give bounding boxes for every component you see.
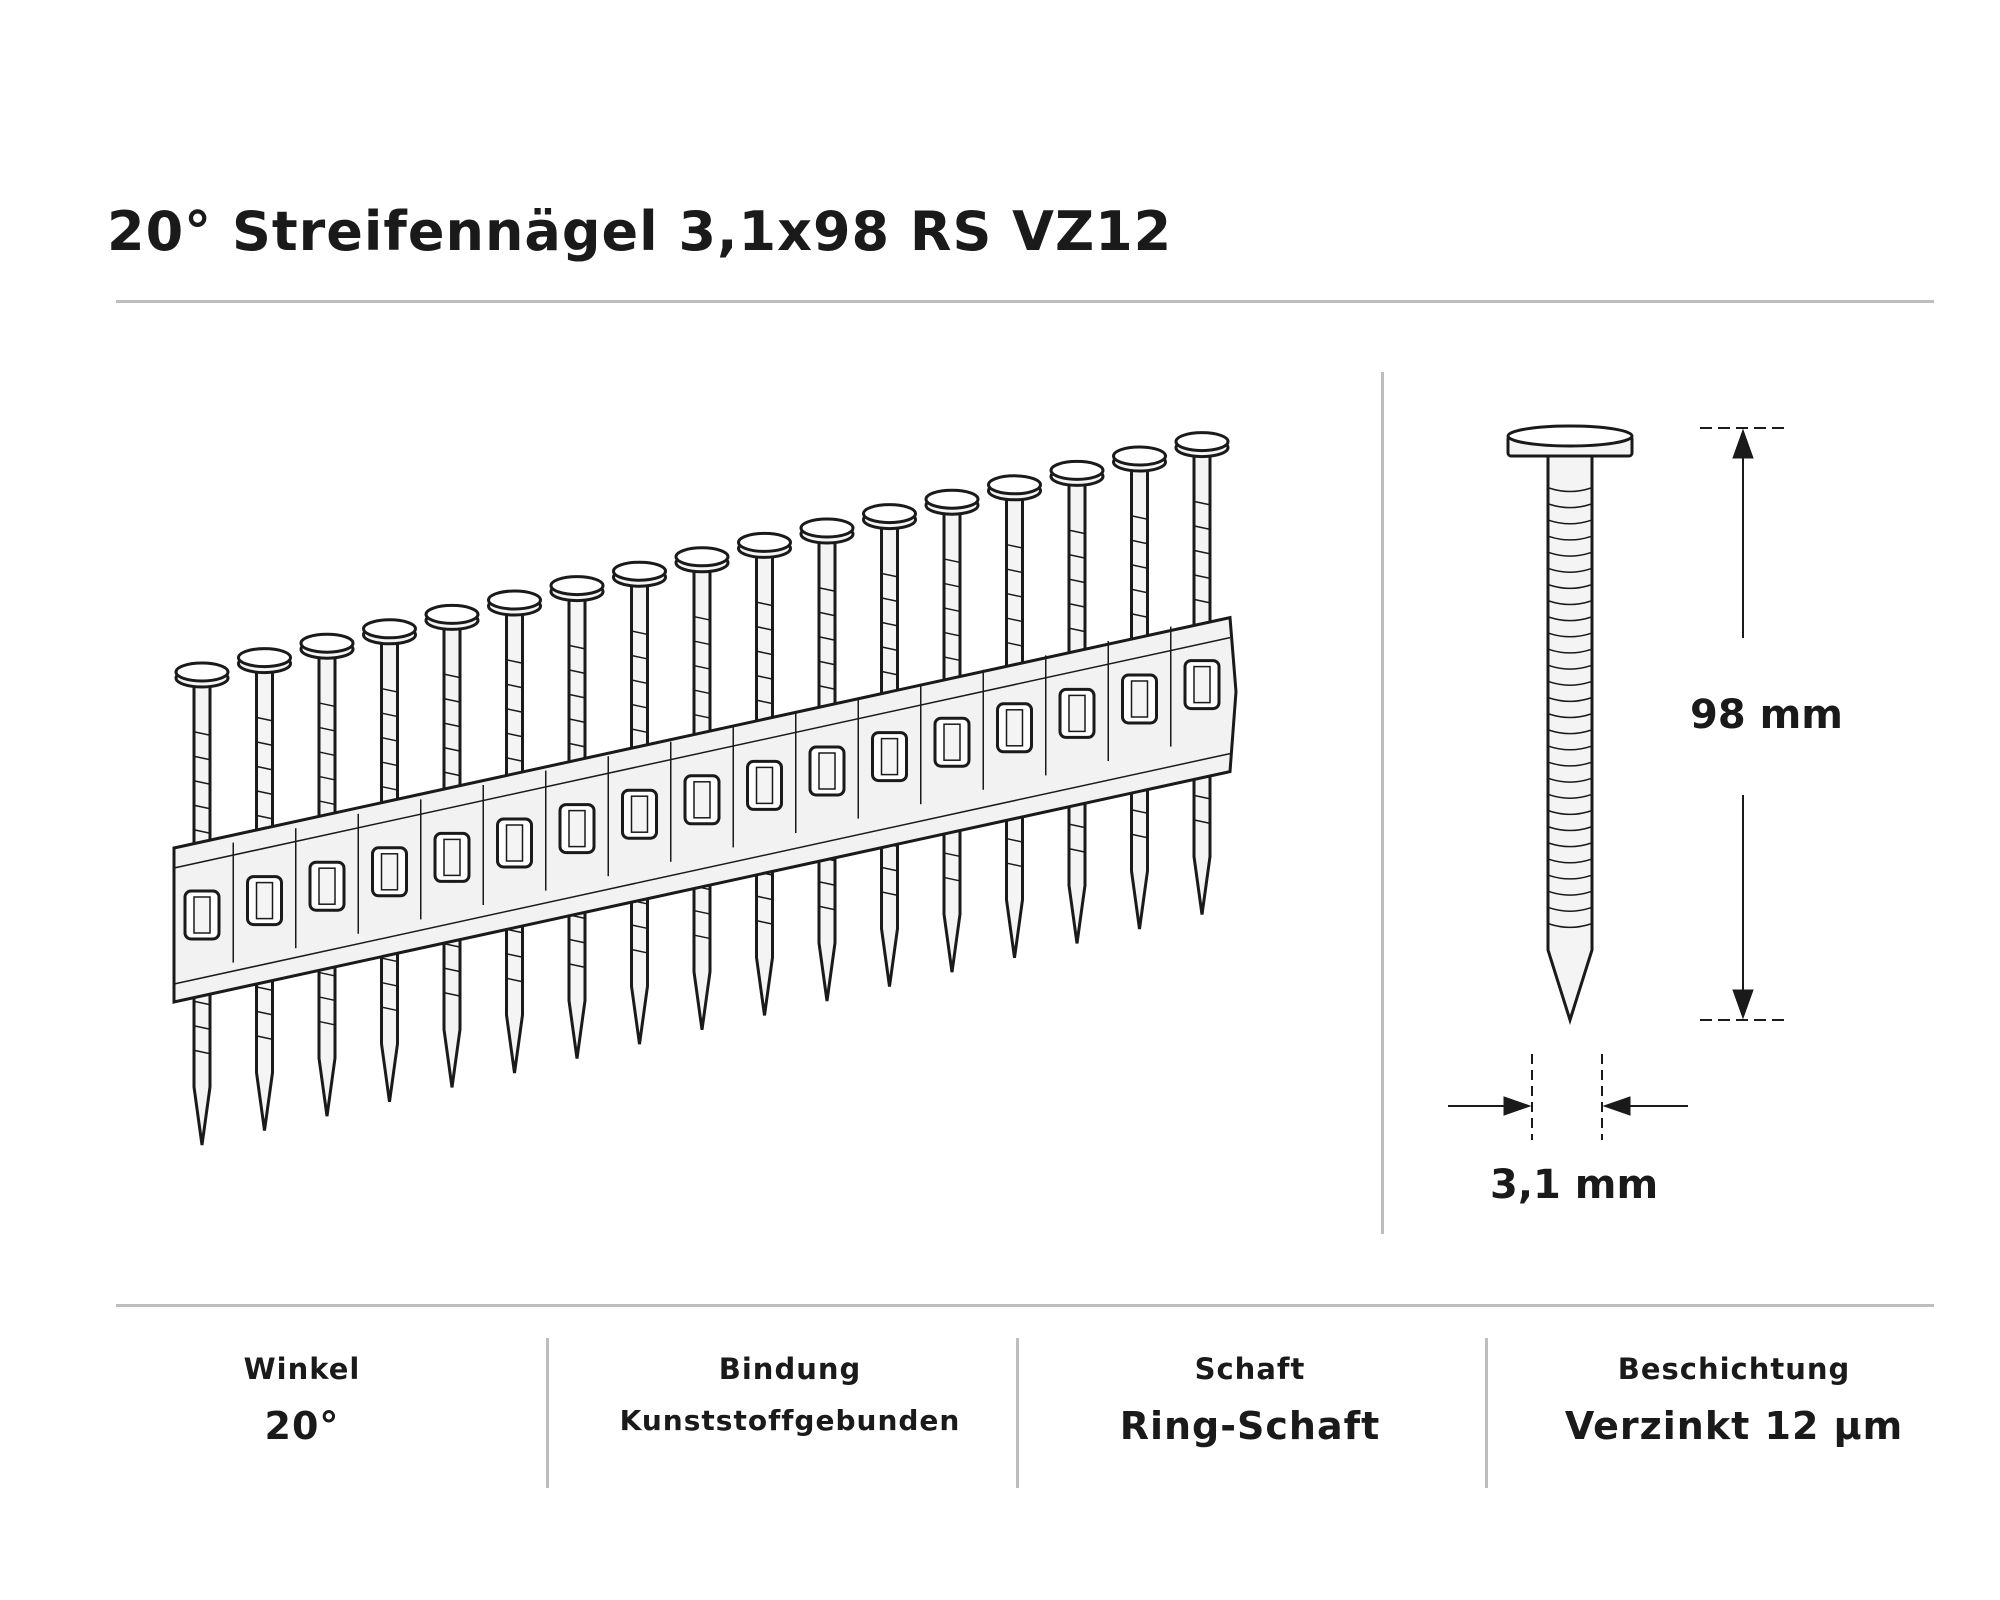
arrow-down-icon	[1733, 990, 1753, 1018]
length-label: 98 mm	[1690, 692, 1843, 738]
spec-shank-label: Schaft	[1194, 1352, 1306, 1386]
band-window-shank	[319, 868, 335, 904]
arrow-right-icon	[1504, 1097, 1530, 1115]
nail-head	[364, 620, 416, 638]
nail-head	[989, 476, 1041, 494]
spec-separator	[546, 1338, 549, 1488]
nail-head	[801, 519, 853, 537]
spec-angle-label: Winkel	[243, 1352, 361, 1386]
spec-coating-value: Verzinkt 12 µm	[1564, 1404, 1904, 1448]
single-nail-shank	[1548, 452, 1592, 1020]
band-window-shank	[257, 883, 273, 919]
single-nail-head	[1508, 426, 1632, 446]
band-window-shank	[569, 811, 585, 847]
band-window-shank	[194, 897, 210, 933]
spec-binding-value: Kunststoffgebunden	[619, 1404, 961, 1437]
band-window-shank	[1007, 710, 1023, 746]
single-nail-drawing	[1420, 400, 1980, 1200]
product-title: 20° Streifennägel 3,1x98 RS VZ12	[107, 200, 1173, 263]
diameter-dimension	[1448, 1054, 1688, 1140]
header-divider	[116, 300, 1934, 303]
nail-head	[1176, 433, 1228, 451]
spec-shank-value: Ring-Schaft	[1119, 1404, 1381, 1448]
spec-coating	[1500, 1352, 1968, 1448]
nail-head	[1051, 461, 1103, 479]
specs-divider	[116, 1304, 1934, 1307]
band-window-shank	[1194, 667, 1210, 703]
spec-angle-value: 20°	[264, 1404, 340, 1448]
nail-head	[426, 605, 478, 623]
nail-head	[739, 533, 791, 551]
diameter-label: 3,1 mm	[1490, 1162, 1659, 1208]
band-window-shank	[1132, 681, 1148, 717]
nail-head	[1114, 447, 1166, 465]
nail-head	[926, 490, 978, 508]
band-window-shank	[757, 767, 773, 803]
band-window-shank	[1069, 695, 1085, 731]
arrow-up-icon	[1733, 430, 1753, 458]
band-window-shank	[382, 854, 398, 890]
nail-head	[864, 505, 916, 523]
spec-coating-label: Beschichtung	[1617, 1352, 1851, 1386]
band-window-shank	[944, 724, 960, 760]
band-window-shank	[632, 796, 648, 832]
nail-head	[614, 562, 666, 580]
band-window-shank	[819, 753, 835, 789]
spec-separator	[1485, 1338, 1488, 1488]
band-window-shank	[882, 739, 898, 775]
nail-head	[489, 591, 541, 609]
spec-binding-label: Bindung	[718, 1352, 862, 1386]
band-window-shank	[444, 839, 460, 875]
nail-strip-illustration	[80, 360, 1340, 1210]
illustration-divider	[1381, 372, 1384, 1234]
spec-binding	[556, 1352, 1024, 1437]
nail-head	[176, 663, 228, 681]
nail-head	[239, 649, 291, 667]
band-window-shank	[507, 825, 523, 861]
nail-head	[301, 634, 353, 652]
spec-angle	[68, 1352, 536, 1448]
band-window-shank	[694, 782, 710, 818]
nail-head	[551, 577, 603, 595]
single-nail	[1508, 426, 1632, 1020]
spec-shank	[1016, 1352, 1484, 1448]
nail-head	[676, 548, 728, 566]
arrow-left-icon	[1604, 1097, 1630, 1115]
